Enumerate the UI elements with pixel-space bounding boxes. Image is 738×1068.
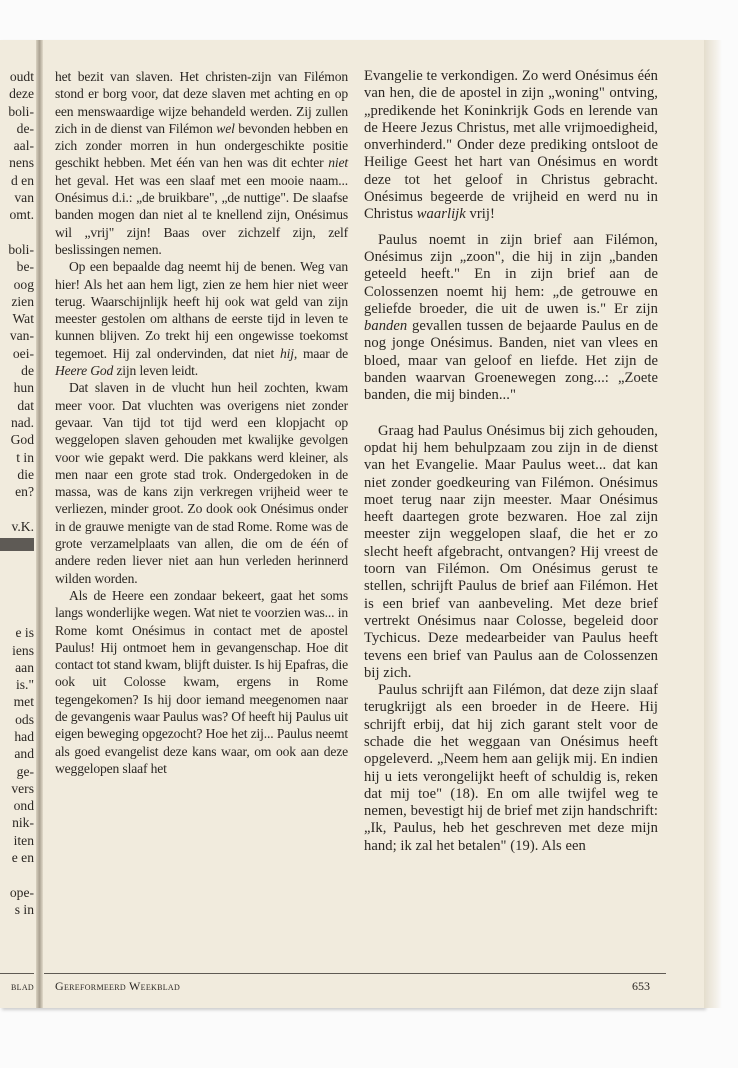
text-fragment: de-	[16, 120, 34, 136]
text-fragment: nik-	[12, 815, 34, 831]
text-fragment: zien	[11, 293, 34, 309]
text-fragment: had	[14, 728, 34, 744]
text-fragment: die	[17, 466, 34, 482]
emphasis-text: waarlijk	[416, 206, 466, 223]
text-fragment: ond	[13, 798, 34, 814]
paragraph-text: het bezit van slaven. Het christen-zijn van Filémon stond er borg voor, dat deze slaven met achting en op een menswaardige wijze behandeld werden. Zij zullen zich in de dienst van Filémon	[55, 69, 348, 136]
paragraph	[55, 258, 348, 379]
text-fragment: and	[14, 746, 34, 762]
emphasis-text: wel	[216, 120, 235, 136]
article-column-right	[364, 68, 658, 855]
paragraph-text: maar de	[297, 345, 348, 361]
blank-line	[0, 224, 34, 241]
text-fragment: oog	[13, 276, 34, 292]
text-fragment: en?	[15, 484, 34, 500]
paragraph	[364, 682, 658, 855]
text-fragment: de	[21, 363, 34, 379]
paragraph	[364, 423, 658, 682]
text-fragment: van	[14, 190, 34, 206]
book-gutter	[36, 40, 43, 1008]
page-edge	[704, 40, 722, 1008]
emphasis-text: Heere God	[55, 363, 114, 379]
text-fragment: ge-	[16, 763, 34, 779]
text-fragment: met	[13, 694, 34, 710]
text-fragment: aan	[15, 659, 34, 675]
text-fragment: nad.	[10, 414, 34, 430]
paragraph	[55, 68, 348, 258]
text-fragment: boli-	[8, 241, 34, 257]
paragraph-text: Graag had Paulus Onésimus bij zich gehouden, opdat hij hem behulpzaam zou zijn in de dienst van het Evangelie. Maar Paulus weet... dat kan niet zonder goedkeuring van Filémon. Onésimus moet terug naar zijn meester. Maar Onésimus heeft daartegen grote bezwaren. Hoe zal zijn meester zijn weggelopen slaaf, die het er zo slecht heeft afgebracht, ontvangen? Hij vreest de toorn van Filémon. Om Onésimus gerust te stellen, schrijft Paulus de brief aan Filémon. Het is een brief van aanbeveling. Met deze brief vertrekt Onésimus naar Colosse, begeleid door Tychicus. Deze medearbeider van Paulus heeft tevens een brief van Paulus aan de Colossenzen bij zich.	[364, 422, 658, 681]
paragraph	[55, 587, 348, 777]
text-fragment: vers	[11, 780, 34, 796]
paragraph	[55, 379, 348, 587]
emphasis-text: banden	[364, 318, 408, 335]
text-fragment: is."	[15, 677, 34, 693]
text-fragment: aal-	[13, 138, 34, 154]
paragraph-text: Evangelie te verkondigen. Zo werd Onésimus één van hen, die de apostel in zijn „woning" ontving, „predikende het Koninkrijk Gods en lerende van de Heere Jezus Christus, met alle vrijmoedigheid, onverhinderd." Onder deze prediking ontsloot de Heilige Geest het hart van Onésimus en wordt deze tot het geloof in Christus gebracht. Onésimus begeerde de vrijheid en werd nu in Christus	[364, 68, 658, 223]
paragraph-text: Als de Heere een zondaar bekeert, gaat het soms langs wonderlijke wegen. Wat niet te voorzien was... in Rome komt Onésimus in contact met de apostel Paulus! Hij ontmoet hem in gevangenschap. Hoe dit contact tot stand kwam, blijft duister. Is hij Epafras, die ook uit Colosse kwam, ergens in Rome tegengekomen? Is hij door iemand meegenomen naar de gevangenis waar Paulus was? Of heeft hij Paulus uit eigen beweging opgezocht? Hoe het zij... Paulus neemt als goed evangelist deze kans waar, om ook aan deze weggelopen slaaf het	[55, 587, 348, 776]
blank-line	[0, 607, 34, 624]
dark-bar	[0, 538, 34, 551]
paragraph-text: Op een bepaalde dag neemt hij de benen. Weg van hier! Als het aan hem ligt, zien ze hem hier niet weer terug. Waarschijnlijk heeft hij ook wat geld van zijn meester gestolen om althans de eerste tijd in leven te kunnen blijven. Zo trekt hij een ongewisse toekomst tegemoet. Hij zal ondervinden, dat niet	[55, 259, 348, 361]
text-fragment: nens	[9, 155, 34, 171]
text-fragment: e is	[15, 625, 34, 641]
text-fragment: e en	[11, 850, 34, 866]
paragraph-text: Dat slaven in de vlucht hun heil zochten, kwam meer voor. Dat vluchten was overigens niet zonder gevaar. Van tijd tot tijd werd een klopjacht op weggelopen slaven gehouden met kwalijke gevolgen voor wie gepakt werd. Die pakkans werd kleiner, als men naar een grote stad trok. Ondergedoken in de massa, was de kans zijn verkregen vrijheid weer te verliezen, minder groot. Zo dook ook Onésimus onder in de grauwe menigte van de stad Rome. Rome was de grote verzamelplaats van allen, die om de één of andere reden liever niet aan hun verleden herinnerd wilden worden.	[55, 380, 348, 586]
paragraph	[364, 68, 658, 224]
text-fragment: hun	[13, 380, 34, 396]
text-fragment: van-	[9, 328, 34, 344]
text-fragment: ods	[15, 711, 34, 727]
paragraph-text: gevallen tussen de bejaarde Paulus en de nog jonge Onésimus. Banden, niet van vlees en bloed, maar van geloof en liefde. Het zijn de banden waarvan Groenewegen zong...: „Zoete banden, die mij binden..."	[364, 318, 658, 404]
publication-name: Gereformeerd Weekblad	[55, 979, 181, 993]
text-fragment: d en	[10, 172, 34, 188]
blank-line	[0, 866, 34, 883]
text-fragment: be-	[16, 259, 34, 275]
text-fragment: iten	[13, 832, 34, 848]
text-fragment: ope-	[9, 884, 34, 900]
paragraph-text: Paulus noemt in zijn brief aan Filémon, Onésimus zijn „zoon", die hij in zijn „banden geteeld heeft." En in zijn brief aan de Colossenzen noemt hij hem: „de getrouwe en geliefde broeder, die uit de uwen is." Er zijn	[364, 231, 658, 317]
blank-line	[0, 572, 34, 589]
text-fragment: God	[10, 432, 34, 448]
paragraph-text: Paulus schrijft aan Filémon, dat deze zijn slaaf terugkrijgt als een broeder in de Heere. Hij schrijft erbij, dat hij zich garant stelt voor de schade die het weggaan van Onésimus heeft opgeleverd. „Neem hem aan gelijk mij. En indien hij u iets verongelijkt heeft of schuldig is, reken dat mij toe" (18). En om alle twijfel weg te nemen, bevestigt hij de brief met zijn handschrift: „Ik, Paulus, heb het geschreven met deze mijn hand; ik zal het betalen" (19). Als een	[364, 682, 658, 854]
blank-line	[0, 590, 34, 607]
paragraph-text: vrij!	[465, 206, 495, 223]
left-page-column-fragment	[0, 68, 34, 918]
text-fragment: t in	[16, 449, 34, 465]
emphasis-text: niet	[328, 155, 348, 171]
text-fragment: dat	[17, 397, 34, 413]
text-fragment: s in	[14, 901, 34, 917]
page-number: 653	[632, 979, 650, 993]
footer-rule	[44, 973, 666, 974]
paragraph-text: bevonden hebben en zich zonder morren in hun ondergeschikte positie geschikt hebben. Met één van hen was dit echter	[55, 120, 348, 171]
article-column-left	[55, 68, 348, 777]
paragraph-text: zijn leven leidt.	[113, 363, 199, 379]
text-fragment: omt.	[9, 207, 34, 223]
text-fragment: deze	[9, 86, 34, 102]
emphasis-text: hij,	[279, 345, 298, 361]
paragraph	[364, 232, 658, 405]
text-fragment: Wat	[12, 311, 34, 327]
text-fragment: iens	[12, 642, 34, 658]
blank-line	[0, 555, 34, 572]
text-fragment: oudt	[9, 69, 34, 84]
text-fragment: v.K.	[11, 518, 34, 534]
left-page-footer-fragment: blad	[11, 979, 34, 993]
blank-line	[0, 500, 34, 517]
text-fragment: boli-	[8, 103, 34, 119]
left-page-footer-rule	[0, 973, 34, 974]
text-fragment: oei-	[12, 345, 34, 361]
paragraph-text: het geval. Het was een slaaf met een mooie naam... Onésimus d.i.: „de bruikbare", „de nuttige". De slaafse banden mogen dan niet al te knellend zijn, Onésimus wil „vrij" zijn! Baas over zichzelf zijn, zelf beslissingen nemen.	[55, 172, 348, 257]
